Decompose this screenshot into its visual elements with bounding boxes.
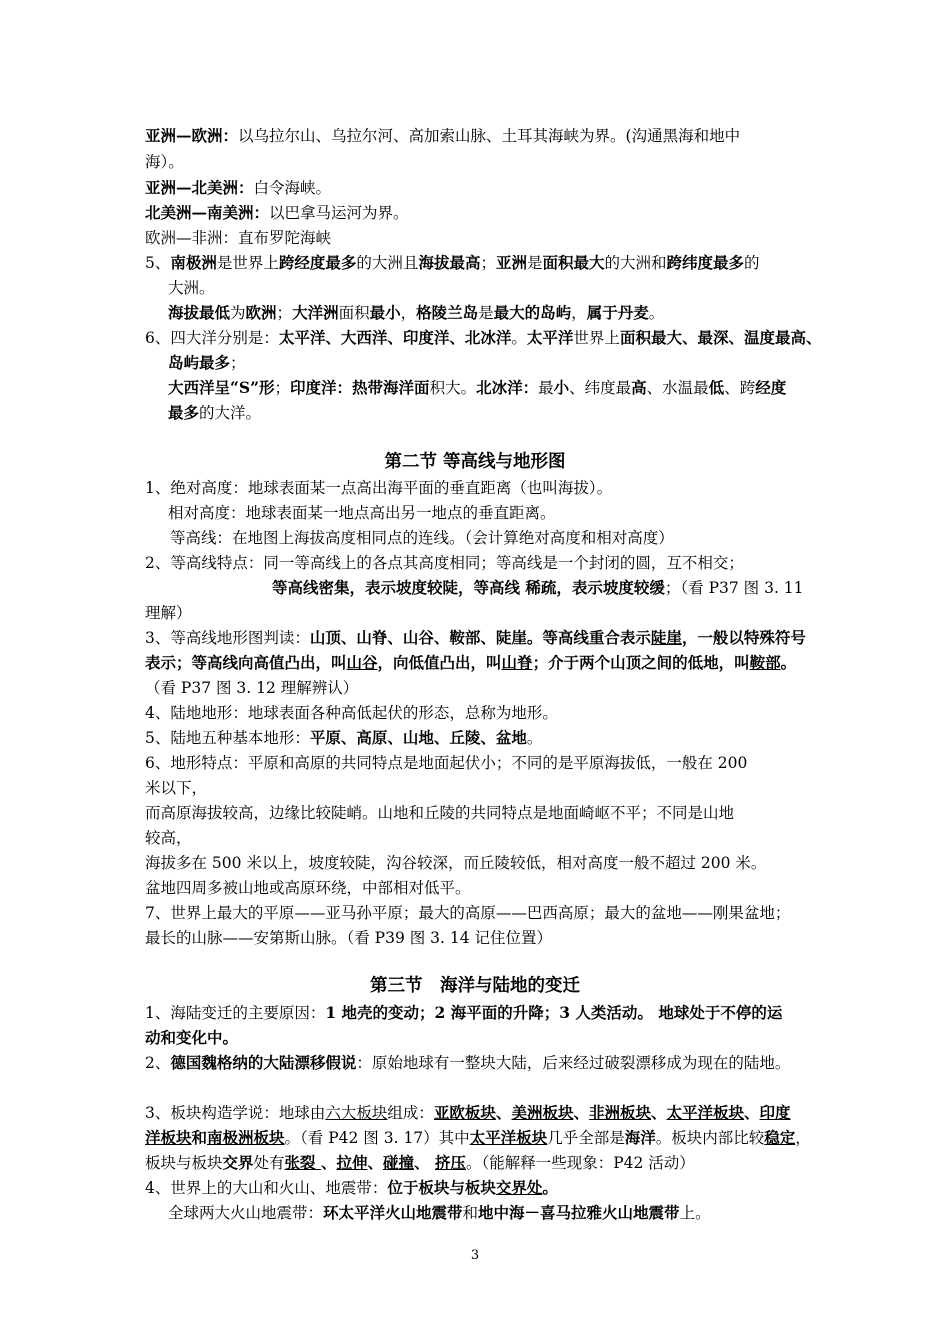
text-line (168, 403, 261, 423)
bold-text: 、 (320, 1153, 337, 1172)
bold-text: 碰撞 (383, 1153, 415, 1172)
text-line (145, 778, 207, 798)
text-run: 的 (744, 254, 760, 272)
bold-text: 表示；等高线向高值凸出，叫 (145, 653, 347, 672)
text-run: 的大洲且 (356, 254, 419, 272)
bold-text: ；介于两个山顶之间的低地，叫 (532, 653, 750, 672)
text-line (145, 1153, 695, 1173)
text-run: 6、四大洋分别是： (145, 329, 279, 347)
text-run: 4、陆地地形：地球表面各种高低起伏的形态，总称为地形。 (145, 704, 558, 722)
bold-text: 面积最大 (542, 253, 605, 272)
text-run: 是世界上 (216, 254, 279, 272)
text-run: 相对高度：地球表面某一地点高出另一地点的垂直距离。 (168, 504, 556, 522)
text-line (145, 152, 184, 172)
section-heading: 第三节 海洋与陆地的变迁 (370, 976, 580, 996)
bold-text: 非洲板块 (588, 1103, 651, 1122)
text-line (145, 328, 821, 348)
bold-text: 高 (631, 378, 647, 397)
bold-text: 洋板块 (145, 1128, 192, 1147)
text-run: ； (276, 304, 293, 322)
text-line (145, 228, 331, 248)
bold-text: 亚洲—欧洲： (145, 126, 239, 145)
text-run: ； (274, 379, 291, 397)
bold-text: 交界处 (495, 1178, 543, 1197)
bold-text: 山顶、山脊、山谷、鞍部、陡崖。等高线重合表示 (309, 628, 651, 647)
bold-text: 、 (495, 1103, 512, 1122)
bold-text: 交界 (222, 1153, 254, 1172)
text-run: 盆地四周多被山地或高原环绕，中部相对低平。 (145, 879, 471, 897)
bold-text: 陡崖 (650, 628, 682, 647)
text-line (145, 628, 806, 648)
bold-text: 。 (780, 653, 797, 672)
bold-text: 太平洋、大西洋、印度洋、北冰洋 (278, 328, 512, 347)
text-line (145, 1003, 782, 1023)
text-run: 大洲。 (168, 279, 215, 297)
bold-text: 亚欧板块 (433, 1103, 496, 1122)
text-run: 白令海峡。 (253, 179, 332, 197)
bold-text: 鞍部 (749, 653, 781, 672)
bold-text: 经度 (755, 378, 787, 397)
bold-text: 最大的岛屿 (493, 303, 572, 322)
text-run: ； (230, 354, 246, 372)
text-run: 5、陆地五种基本地形： (145, 729, 310, 747)
text-run: 。 (526, 729, 543, 747)
bold-text: 、 (573, 1103, 589, 1122)
bold-text: 、 (414, 1153, 435, 1172)
text-run: 积大。 (429, 379, 477, 397)
text-run: 5、 (145, 254, 171, 272)
text-run: ， (571, 304, 587, 322)
bold-text: 。 (542, 1178, 558, 1197)
text-line (168, 303, 664, 323)
bold-text: 南极洲板块 (207, 1128, 285, 1147)
text-line (145, 678, 358, 698)
text-run: 而高原海拔较高，边缘比较陡峭。山地和丘陵的共同特点是地面崎岖不平；不同是山地 (145, 804, 735, 822)
text-run: 1、海陆变迁的主要原因： (145, 1004, 326, 1022)
text-run: 。（看 P42 图 3. 17）其中 (284, 1129, 470, 1147)
bold-text: 印度洋：热带海洋面 (290, 378, 430, 397)
text-line (168, 353, 246, 373)
text-run: 。 (511, 329, 527, 347)
text-run: 海拔多在 500 米以上，坡度较陡，沟谷较深，而丘陵较低，相对高度一般不超过 200 米。 (145, 854, 767, 872)
text-line (145, 1103, 791, 1123)
bold-text: 山脊 (501, 653, 533, 672)
text-line (168, 503, 556, 523)
text-run: 全球两大火山地震带： (168, 1204, 324, 1222)
text-line (168, 278, 215, 298)
bold-text: 平原、高原、山地、丘陵、盆地 (309, 728, 527, 747)
bold-text: 低 (708, 378, 725, 397)
text-run: 为 (230, 304, 246, 322)
bold-text: 亚洲 (495, 253, 527, 272)
text-line (145, 253, 760, 273)
text-run: 2、 (145, 1054, 171, 1072)
text-line (145, 853, 766, 873)
text-run: 以巴拿马运河为界。 (269, 204, 409, 222)
text-run: ， (400, 304, 417, 322)
text-run: 处有 (253, 1154, 285, 1172)
text-run: 最 (538, 379, 554, 397)
text-line (145, 1178, 558, 1198)
bold-text: 太平洋板块 (666, 1103, 745, 1122)
bold-text: ，一般以特殊符号 (681, 628, 806, 647)
text-run: 最长的山脉——安第斯山脉。（看 P39 图 3. 14 记住位置） (145, 929, 553, 947)
bold-text: 环太平洋火山地震带 (323, 1203, 463, 1222)
bold-text: 等高线密集，表示坡度较陡，等高线 稀疏，表示坡度较缓 (272, 578, 665, 597)
text-run: 上。 (679, 1204, 711, 1222)
text-run: 六大板块 (325, 1104, 388, 1122)
text-run: 1、绝对高度：地球表面某一点高出海平面的垂直距离（也叫海拔）。 (145, 479, 613, 497)
bold-text: 南极洲 (170, 253, 217, 272)
bold-text: 拉伸 (336, 1153, 368, 1172)
text-run: 的大洋。 (199, 404, 262, 422)
text-line (145, 703, 558, 723)
text-line (145, 126, 740, 146)
bold-text: 张裂 (284, 1153, 321, 1172)
bold-text: 印度 (759, 1103, 791, 1122)
text-run: 等高线：在地图上海拔高度相同点的连线。（会计算绝对高度和相对高度） (170, 529, 674, 547)
text-run: ； (480, 254, 496, 272)
text-run: 和 (462, 1204, 479, 1222)
text-run: 、跨 (724, 379, 756, 397)
text-run: 。 (648, 304, 665, 322)
text-run: 的大洲和 (604, 254, 667, 272)
text-run: 海）。 (145, 153, 184, 171)
text-run: 2、等高线特点：同一等高线上的各点其高度相同；等高线是一个封闭的圆，互不相交； (145, 554, 744, 572)
text-line (145, 728, 542, 748)
bold-text: 跨纬度最多 (666, 253, 745, 272)
text-run: 7、世界上最大的平原——亚马孙平原；最大的高原——巴西高原；最大的盆地——刚果盆地； (145, 904, 791, 922)
text-run: 面积 (338, 304, 370, 322)
text-run: 是 (526, 254, 543, 272)
bold-text: 北美洲—南美洲： (145, 203, 270, 222)
bold-text: 欧洲 (245, 303, 277, 322)
bold-text: 太平洋板块 (469, 1128, 548, 1147)
bold-text: 、 (650, 1103, 667, 1122)
bold-text: 地中海－喜马拉雅火山地震带 (478, 1203, 680, 1222)
bold-text: 面积最大、最深、温度最高、 (619, 328, 822, 347)
text-run: 4、世界上的大山和火山、地震带： (145, 1179, 388, 1197)
page-number: 3 (470, 1248, 480, 1263)
text-line (145, 903, 790, 923)
bold-text: 美洲板块 (511, 1103, 574, 1122)
text-line (145, 603, 192, 623)
text-run: 以乌拉尔山、乌拉尔河、高加索山脉、土耳其海峡为界。(沟通黑海和地中 (238, 127, 741, 145)
bold-text: 位于板块与板块 (387, 1178, 496, 1197)
text-run: ；（看 P37 图 3. 11 (664, 579, 804, 597)
text-run: 、纬度最 (569, 379, 632, 397)
bold-text: ，向低值凸出，叫 (377, 653, 502, 672)
bold-text: 挤压 (434, 1153, 466, 1172)
bold-text: 跨经度最多 (278, 253, 357, 272)
bold-text: 太平洋 (526, 328, 574, 347)
text-run: 3、板块构造学说：地球由 (145, 1104, 326, 1122)
bold-text: 山谷 (346, 653, 378, 672)
text-run: 组成： (387, 1104, 434, 1122)
text-run: 。板块内部比较 (655, 1129, 765, 1147)
text-run: （看 P37 图 3. 12 理解辨认） (145, 679, 359, 697)
text-run: 是 (478, 304, 494, 322)
text-run: ：原始地球有一整块大陆，后来经过破裂漂移成为现在的陆地。 (356, 1054, 791, 1072)
bold-text: 和 (191, 1128, 208, 1147)
text-line (145, 878, 471, 898)
bold-text: 、 (367, 1153, 383, 1172)
bold-text: 最小 (369, 303, 401, 322)
text-line (145, 928, 552, 948)
text-run: 欧洲—非洲：直布罗陀海峡 (145, 229, 332, 247)
bold-text: 北冰洋： (476, 378, 539, 397)
bold-text: 、 (744, 1103, 760, 1122)
text-line (168, 378, 786, 398)
text-line (145, 653, 796, 673)
bold-text: 稳定 (764, 1128, 796, 1147)
text-run: 。（能解释一些现象：P42 活动） (465, 1154, 695, 1172)
text-line (272, 578, 804, 598)
text-line (145, 1028, 238, 1048)
text-run: 世界上 (573, 329, 620, 347)
bold-text: 大洋洲 (292, 303, 339, 322)
text-run: 6、地形特点：平原和高原的共同特点是地面起伏小；不同的是平原海拔低，一般在 200 (145, 754, 748, 772)
text-run: 板块与板块 (145, 1154, 223, 1172)
text-run: 3、等高线地形图判读： (145, 629, 310, 647)
text-line (145, 1128, 811, 1148)
bold-text: 海洋 (624, 1128, 656, 1147)
bold-text: 海拔最低 (168, 303, 231, 322)
text-run: 米以下， (145, 779, 208, 797)
text-run: 几乎全部是 (547, 1129, 625, 1147)
text-line (145, 828, 192, 848)
text-line (145, 753, 747, 773)
bold-text: 最多 (168, 403, 200, 422)
text-line (145, 178, 331, 198)
text-line (145, 203, 409, 223)
text-run: ， (795, 1129, 811, 1147)
text-line (145, 1053, 790, 1073)
text-line (170, 528, 674, 548)
text-run: 较高， (145, 829, 192, 847)
text-line (168, 1203, 711, 1223)
text-line (145, 478, 612, 498)
text-line (145, 803, 734, 823)
bold-text: 1 地壳的变动；2 海平面的升降；3 人类活动。 地球处于不停的运 (325, 1003, 783, 1022)
section-heading: 第二节 等高线与地形图 (384, 452, 566, 472)
bold-text: 岛屿最多 (168, 353, 231, 372)
bold-text: 海拔最高 (418, 253, 481, 272)
text-run: 理解） (145, 604, 192, 622)
bold-text: 动和变化中。 (145, 1028, 239, 1047)
bold-text: 格陵兰岛 (416, 303, 479, 322)
bold-text: 属于丹麦 (586, 303, 649, 322)
bold-text: 小 (553, 378, 570, 397)
text-line (145, 553, 744, 573)
bold-text: 大西洋呈“S”形 (168, 378, 275, 397)
bold-text: 亚洲—北美洲： (145, 178, 254, 197)
bold-text: 德国魏格纳的大陆漂移假说 (170, 1053, 357, 1072)
text-run: 、水温最 (646, 379, 709, 397)
